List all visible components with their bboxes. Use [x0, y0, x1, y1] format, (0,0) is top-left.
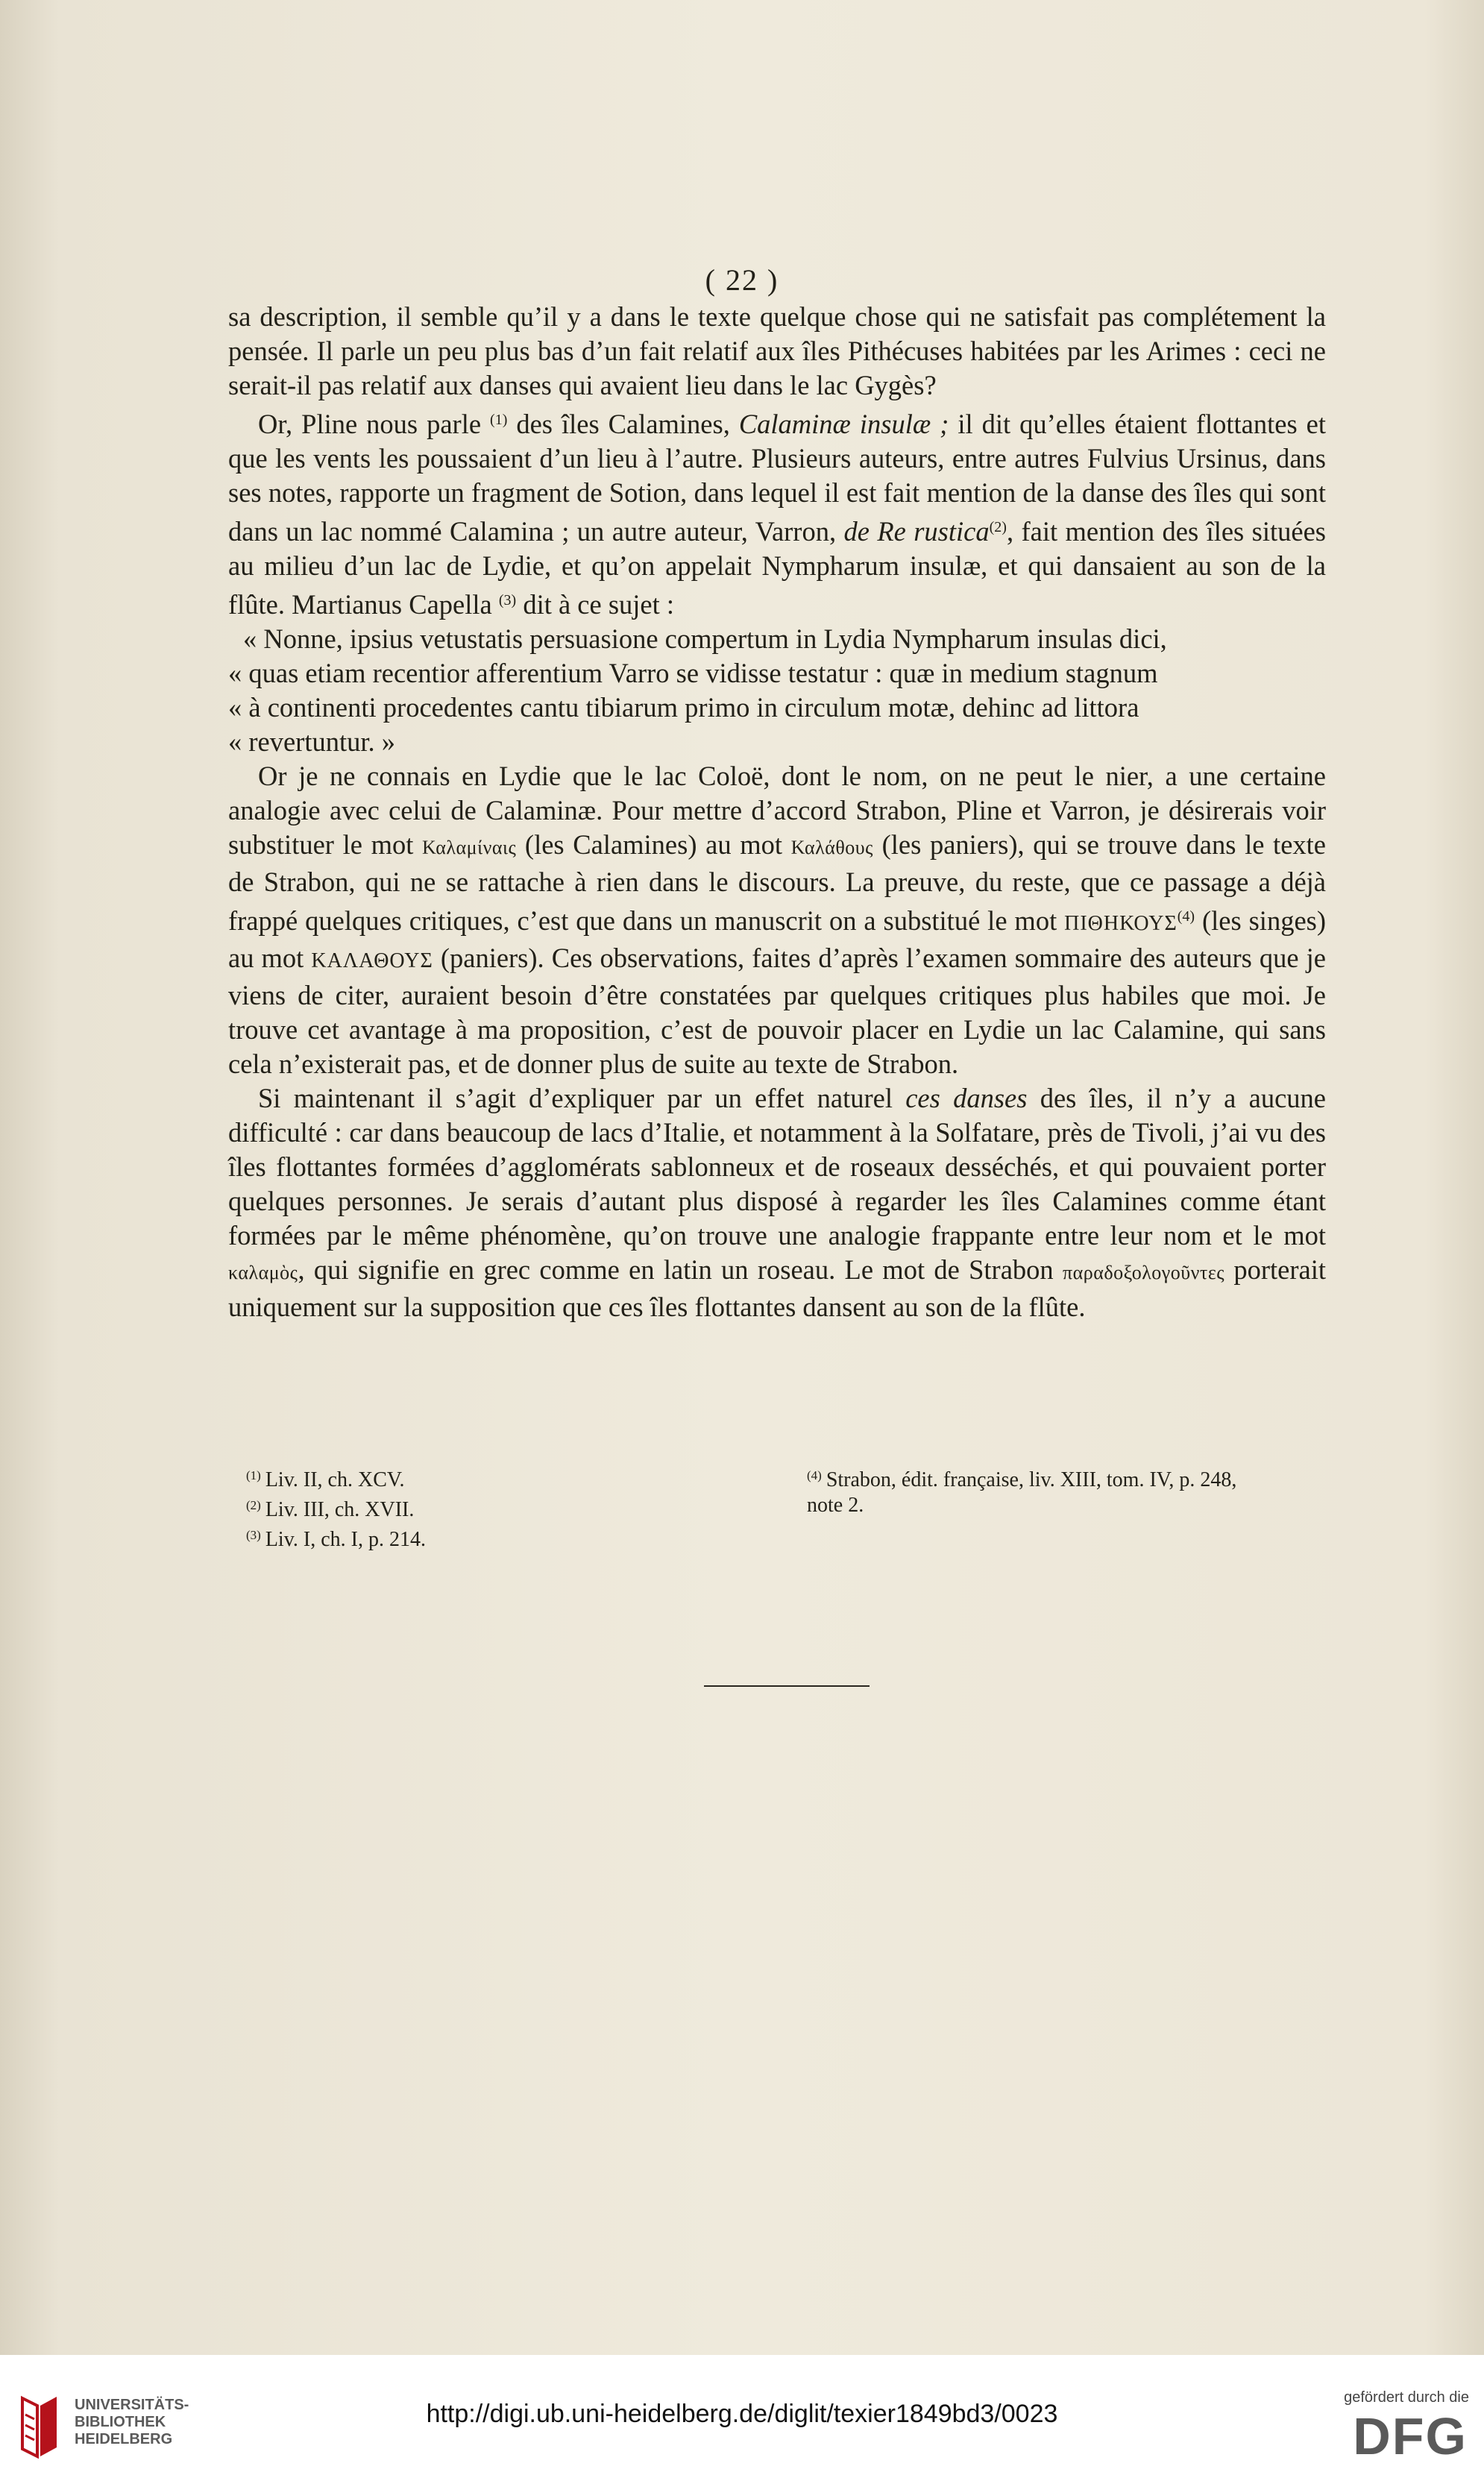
footnote-text: Liv. III, ch. XVII.: [265, 1498, 415, 1521]
footnote-mark: (1): [246, 1468, 261, 1482]
text-run: des îles, il n’y a aucune difficulté : car dans beaucoup de lacs d’Italie, et notamment à la Solfatare, près de Tivoli, j’ai vu des îles flottantes formées d’agglomérats sablonneux et de roseaux desséchés, et qui pouvaient porter quelques personnes. Je serais d’autant plus disposé à regarder les îles Calamines comme étant formées par le même phénomène, qu’on trouve une analogie frappante entre leur nom et le mot: [228, 1083, 1326, 1251]
text-run: il dit qu’elles étaient flottantes et que les vents les poussaient d’un lieu à l’autre. Plusieurs auteurs, entre autres Fulvius Ursinus, dans ses notes, rapporte un fragment de Sotion, dans lequel il est fait mention de la danse des îles qui sont dans un lac nommé Calamina ; un autre auteur, Varron,: [228, 409, 1326, 547]
dfg-logo: DFG: [1353, 2407, 1468, 2465]
logo-line: UNIVERSITÄTS-: [75, 2397, 189, 2413]
greek-word: Καλαμίναις: [422, 837, 517, 858]
paragraph-4: [228, 1081, 1326, 1324]
text-run: (les Calamines) au mot: [516, 829, 791, 860]
text-run: (paniers). Ces observations, faites d’après l’examen sommaire des auteurs que je viens de citer, auraient besoin d’être constatées par quelques critiques plus habiles que moi. Je trouve cet avantage à ma proposition, c’est de pouvoir placer en Lydie un lac Calamine, qui sans cela n’existerait pas, et de donner plus de suite au texte de Strabon.: [228, 943, 1327, 1079]
italic-term: Calaminæ insulæ ;: [738, 409, 949, 439]
permalink-url[interactable]: http://digi.ub.uni-heidelberg.de/diglit/texier1849bd3/0023: [426, 2400, 1058, 2428]
footnote-ref-4: (4): [1177, 908, 1195, 925]
greek-word: παραδοξολογοῦντες: [1062, 1262, 1225, 1283]
paragraph-3: [228, 759, 1326, 1081]
footnote-mark: (2): [246, 1498, 261, 1512]
footnote-text: Liv. I, ch. I, p. 214.: [265, 1528, 426, 1551]
italic-term: ces danses: [905, 1083, 1028, 1113]
greek-word: Καλάθους: [790, 837, 873, 858]
footnote-mark: (4): [807, 1468, 822, 1482]
footnote-mark: (3): [246, 1528, 261, 1542]
greek-capitals: ΠΙΘΗΚΟΥΣ: [1064, 912, 1178, 935]
text-run: , qui signifie en grec comme en latin un roseau. Le mot de Strabon: [298, 1254, 1063, 1285]
footnote-text: Strabon, édit. française, liv. XIII, tom. IV, p. 248,: [826, 1468, 1237, 1491]
logo-line: BIBLIOTHEK: [75, 2414, 166, 2430]
logo-line: HEIDELBERG: [75, 2431, 173, 2447]
footnote-4: [807, 1463, 1329, 1493]
footnote-ref-1: (1): [490, 412, 508, 428]
paragraph-2: [228, 403, 1326, 622]
italic-title: de Re rustica: [843, 516, 990, 547]
footnotes-right-column: [807, 1463, 1329, 1518]
text-run: porterait uniquement sur la supposition que ces îles flottantes dansent au son de la flûte.: [228, 1254, 1327, 1322]
latin-quotation: [228, 622, 1326, 759]
text-run: Si maintenant il s’agit d’expliquer par un effet naturel: [258, 1083, 906, 1113]
text-run: Or, Pline nous parle: [258, 409, 491, 439]
text-run: des îles Calamines,: [507, 409, 739, 439]
sponsor-caption: gefördert durch die: [1344, 2389, 1469, 2406]
footnote-ref-2: (2): [989, 519, 1007, 535]
text-run: (les paniers), qui se trouve dans le texte de Strabon, qui ne se rattache à rien dans le discours. La preuve, du reste, que ce passage a déjà frappé quelques critiques, c’est que dans un manuscrit on a substitué le mot: [228, 829, 1326, 936]
quote-line: « quas etiam recentior afferentium Varro se vidisse testatur : quæ in medium stagnum: [228, 658, 1158, 688]
page-number: ( 22 ): [705, 263, 779, 297]
text-run: Or je ne connais en Lydie que le lac Coloë, dont le nom, on ne peut le nier, a une certaine analogie avec celui de Calaminæ. Pour mettre d’accord Strabon, Pline et Varron, je désirerais voir substituer le mot: [228, 761, 1326, 860]
closing-rule: [704, 1685, 870, 1687]
greek-capitals: ΚΑΛΑΘΟΥΣ: [311, 949, 433, 972]
footnote-3: [246, 1523, 708, 1553]
footnote-1: [246, 1463, 708, 1493]
text-run: (les singes) au mot: [228, 905, 1327, 973]
paragraph-1: sa description, il semble qu’il y a dans le texte quelque chose qui ne satisfait pas complétement la pensée. Il parle un peu plus bas d’un fait relatif aux îles Pithécuses habitées par les Arimes : ceci ne serait-il pas relatif aux danses qui avaient lieu dans le lac Gygès?: [228, 301, 1326, 400]
footnote-ref-3: (3): [498, 592, 517, 609]
quote-line: « à continenti procedentes cantu tibiarum primo in circulum motæ, dehinc ad littora: [228, 692, 1139, 723]
footnote-4-continuation: note 2.: [807, 1494, 864, 1517]
quote-line: « revertuntur. »: [228, 726, 396, 757]
greek-word: καλαμὸς: [228, 1262, 298, 1283]
text-run: , fait mention des îles situées au milieu d’un lac de Lydie, et qu’on appelait Nympharum insulæ, et qui dansaient au son de la flûte. Martianus Capella: [228, 516, 1326, 620]
quote-line: « Nonne, ipsius vetustatis persuasione compertum in Lydia Nympharum insulas dici,: [243, 623, 1167, 654]
footnotes-left-column: [246, 1463, 708, 1553]
text-run: dit à ce sujet :: [516, 589, 675, 620]
footnote-text: Liv. II, ch. XCV.: [265, 1468, 405, 1491]
footnote-2: [246, 1493, 708, 1523]
body-text: [228, 300, 1326, 1324]
